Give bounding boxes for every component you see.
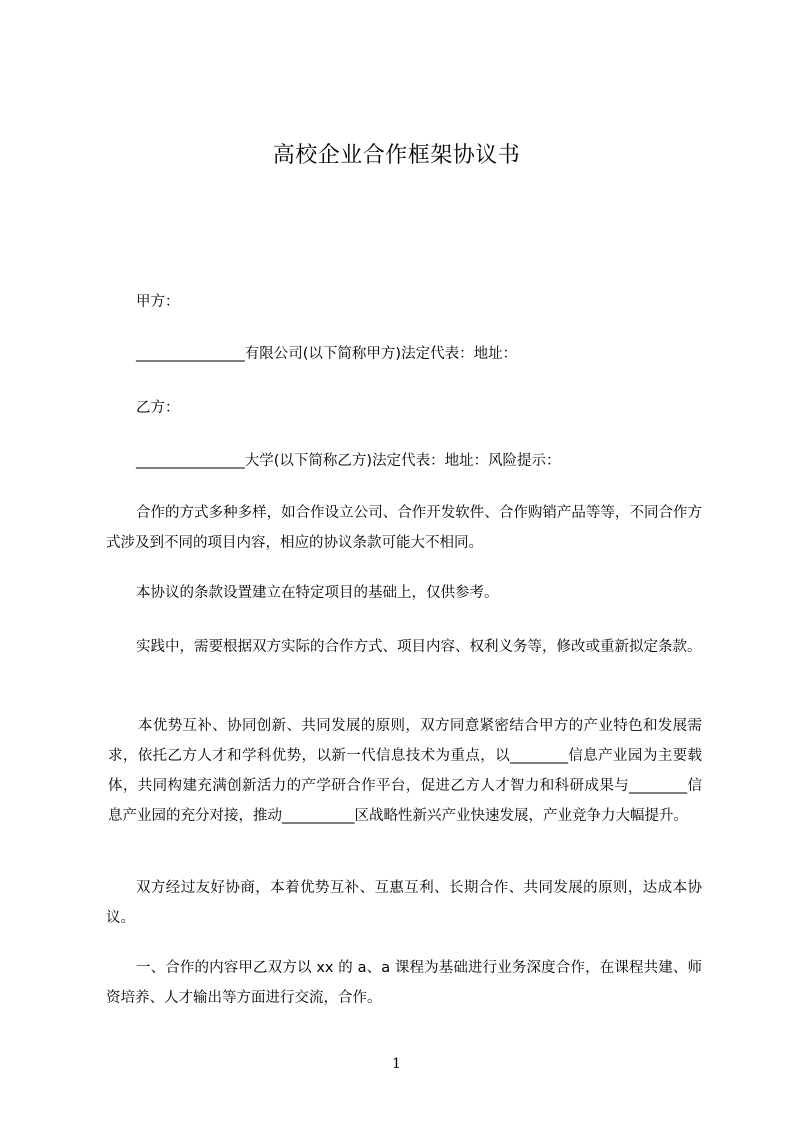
paragraph-practice-note: 实践中，需要根据双方实际的合作方式、项目内容、权利义务等，修改或重新拟定条款。 <box>136 639 702 655</box>
party-b-detail: 大学(以下简称乙方)法定代表：地址：风险提示： <box>244 453 561 469</box>
party-a-blank: _______________ <box>136 346 245 362</box>
party-a-detail: 有限公司(以下简称甲方)法定代表：地址： <box>244 346 518 362</box>
party-b-label: 乙方： <box>136 400 180 416</box>
party-b-blank: _______________ <box>136 453 245 469</box>
page-number: 1 <box>392 1056 401 1072</box>
document-title: 高校企业合作框架协议书 <box>272 143 521 168</box>
paragraph-section-one: 一、合作的内容甲乙双方以 xx 的 a、a 课程为基础进行业务深度合作，在课程共建、师资培养、人才输出等方面进行交流，合作。 <box>106 960 702 1006</box>
paragraph-principles: 本优势互补、协同创新、共同发展的原则，双方同意紧密结合甲方的产业特色和发展需求，依托乙方人才和学科优势，以新一代信息技术为重点，以________信息产业园为主要载体，共同构建充满创新活力的产学研合作平台，促进乙方人才智力和科研成果与________信息产业园的充分对接，推动__________区战略性新兴产业快速发展，产业竞争力大幅提升。 <box>108 718 702 824</box>
party-a-line <box>136 344 517 364</box>
party-b-line <box>136 451 561 471</box>
paragraph-agreement-basis: 双方经过友好协商，本着优势互补、互惠互利、长期合作、共同发展的原则，达成本协议。 <box>106 880 702 926</box>
party-a-label: 甲方： <box>136 294 180 310</box>
paragraph-cooperation-methods: 合作的方式多种多样，如合作设立公司、合作开发软件、合作购销产品等等，不同合作方式涉及到不同的项目内容，相应的协议条款可能大不相同。 <box>106 505 702 551</box>
paragraph-reference-only: 本协议的条款设置建立在特定项目的基础上，仅供参考。 <box>136 585 499 601</box>
